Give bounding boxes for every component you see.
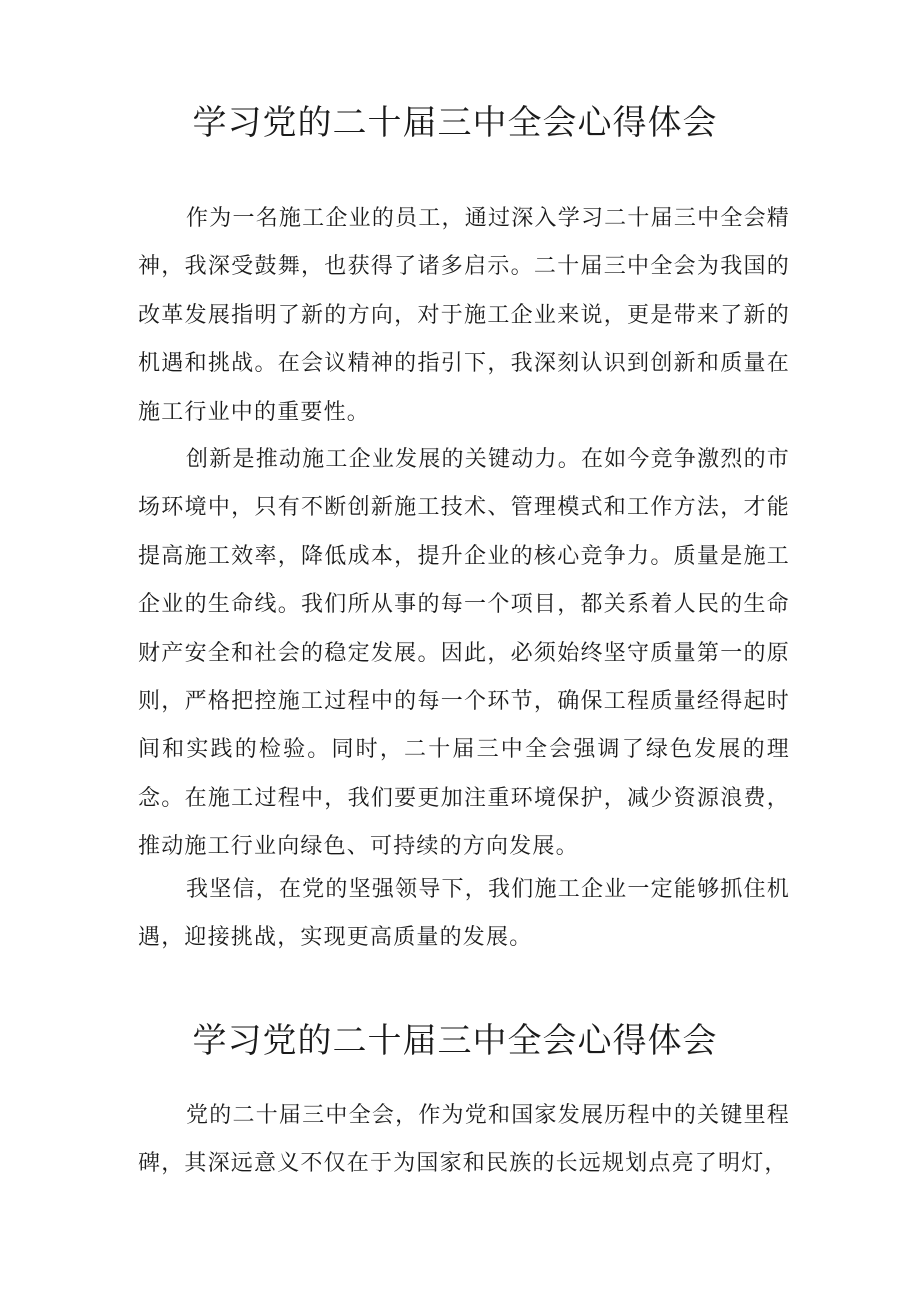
section-1-paragraph-2: 创新是推动施工企业发展的关键动力。在如今竞争激烈的市场环境中，只有不断创新施工技术、管理模式和工作方法，才能提高施工效率，降低成本，提升企业的核心竞争力。质量是施工企业的生命线。我们所从事的每一个项目，都关系着人民的生命财产安全和社会的稳定发展。因此，必须始终坚守质量第一的原则，严格把控施工过程中的每一个环节，确保工程质量经得起时间和实践的检验。同时，二十届三中全会强调了绿色发展的理念。在施工过程中，我们要更加注重环境保护，减少资源浪费，推动施工行业向绿色、可持续的方向发展。 (138, 447, 790, 860)
section-2-paragraph-1: 党的二十届三中全会，作为党和国家发展历程中的关键里程碑，其深远意义不仅在于为国家和民族的长远规划点亮了明灯， (138, 1103, 790, 1177)
section-1-paragraph-1: 作为一名施工企业的员工，通过深入学习二十届三中全会精神，我深受鼓舞，也获得了诸多启示。二十届三中全会为我国的改革发展指明了新的方向，对于施工企业来说，更是带来了新的机遇和挑战。在会议精神的指引下，我深刻认识到创新和质量在施工行业中的重要性。 (138, 206, 790, 425)
section-2-title: 学习党的二十届三中全会心得体会 (192, 1021, 718, 1061)
section-1-title: 学习党的二十届三中全会心得体会 (192, 103, 718, 143)
section-1-paragraph-3: 我坚信，在党的坚强领导下，我们施工企业一定能够抓住机遇，迎接挑战，实现更高质量的发展。 (138, 877, 790, 951)
